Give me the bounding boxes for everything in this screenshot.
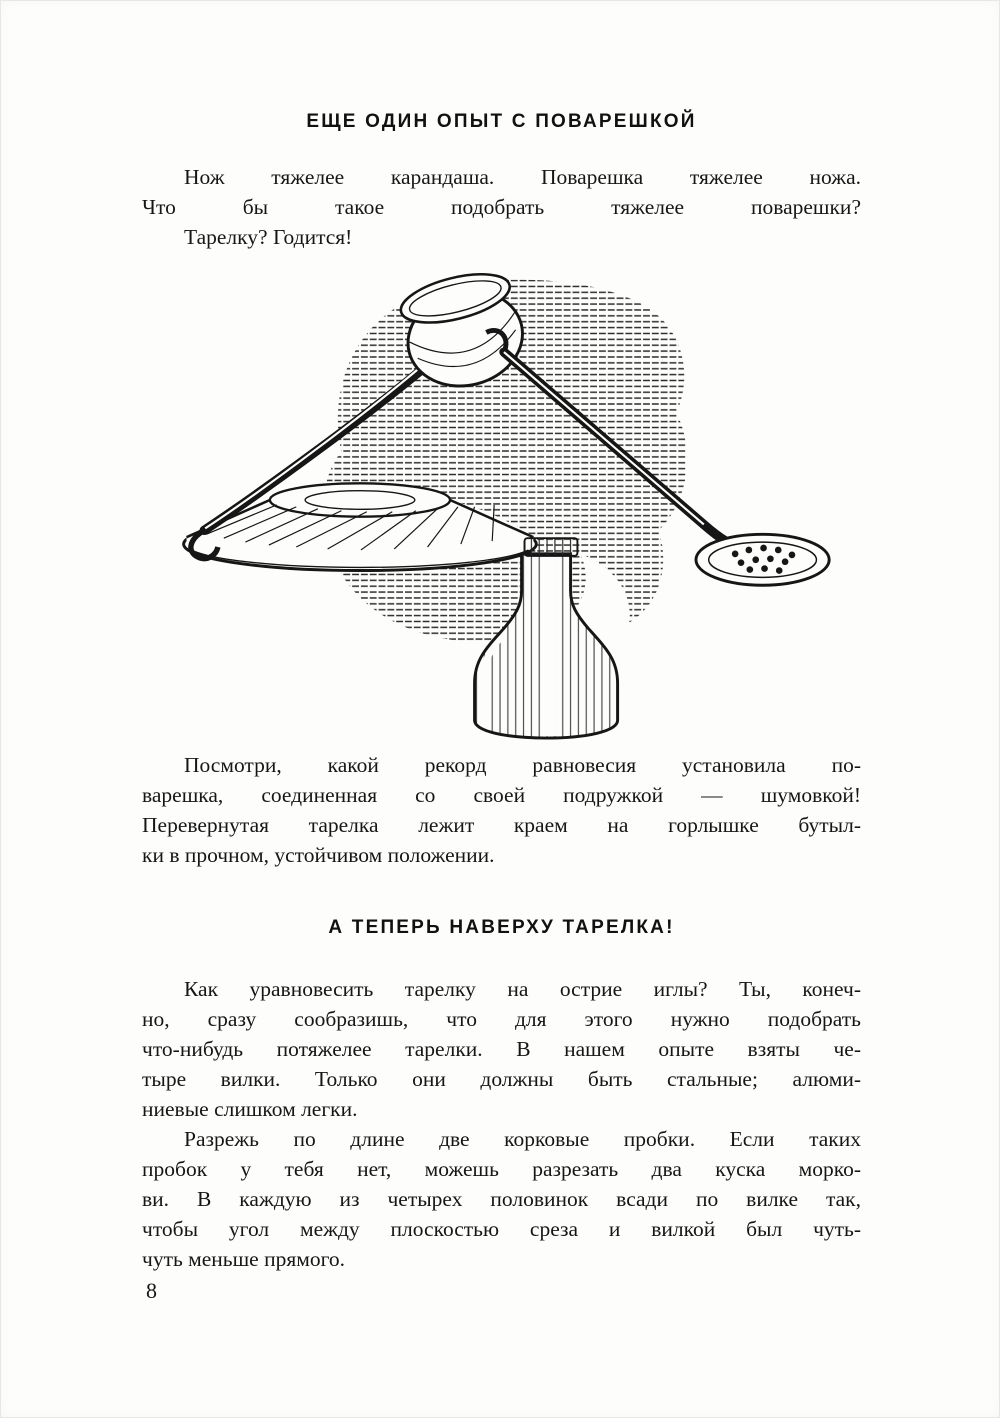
ladle-balance-illustration [152,260,852,740]
text-line: Тарелку? Годится! [184,225,353,249]
text-line: варешка, соединенная со своей подружкой — шумовкой! [142,783,861,807]
text-line: Что бы такое подобрать тяжелее поварешки? [142,195,861,219]
page-number: 8 [146,1278,157,1303]
text-line: но, сразу сообразишь, что для этого нужно подобрать [142,1007,861,1031]
text-line: что-нибудь потяжелее тарелки. В нашем опыте взяты че- [142,1037,861,1061]
text-line: Разрежь по длине две корковые пробки. Если таких [184,1127,861,1151]
text-line: ви. В каждую из четырех половинок всади по вилке так, [142,1187,861,1211]
bottle-cork [525,538,578,556]
text-line: Перевернутая тарелка лежит краем на горлышке бутыл- [142,813,861,837]
paragraph-forks [142,974,861,1124]
paragraph-corks [142,1124,861,1274]
text-line: пробок у тебя нет, можешь разрезать два куска морко- [142,1157,861,1181]
balance-figure [152,260,852,740]
content-column [142,0,861,1274]
text-line: чтобы угол между плоскостью среза и вилкой был чуть- [142,1217,861,1241]
text-line: чуть меньше прямого. [142,1247,345,1271]
text-line: Нож тяжелее карандаша. Поварешка тяжелее ножа. [184,165,861,189]
paragraph-intro [142,162,861,252]
text-line: тыре вилки. Только они должны быть стальные; алюми- [142,1067,861,1091]
text-line: ниевые слишком легки. [142,1097,358,1121]
text-line: Посмотри, какой рекорд равновесия установила по- [184,753,861,777]
paragraph-result [142,750,861,870]
section1-heading: ЕЩЕ ОДИН ОПЫТ С ПОВАРЕШКОЙ [306,111,697,132]
text-line: ки в прочном, устойчивом положении. [142,843,495,867]
text-line: Как уравновесить тарелку на острие иглы? Ты, конеч- [184,977,861,1001]
section2-heading: А ТЕПЕРЬ НАВЕРХУ ТАРЕЛКА! [328,917,675,938]
